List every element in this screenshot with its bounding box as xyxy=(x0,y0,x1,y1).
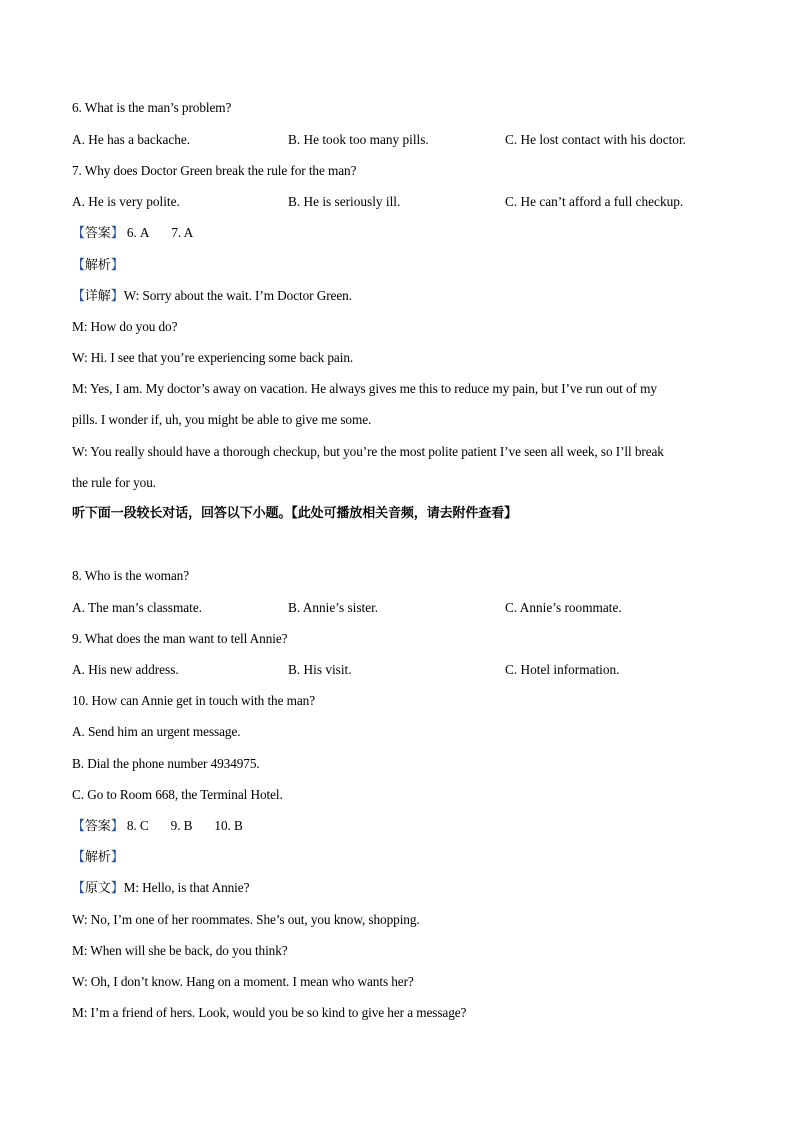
option-10c: C. Go to Room 668, the Terminal Hotel. xyxy=(72,787,283,802)
analysis-label: 解析 xyxy=(84,850,111,865)
detail-line-1: M: How do you do? xyxy=(72,319,178,334)
question-10: 10. How can Annie get in touch with the man? xyxy=(72,693,316,708)
analysis-heading-2 xyxy=(72,848,124,867)
analysis-heading-1 xyxy=(72,256,124,275)
original-label: 原文 xyxy=(84,881,111,896)
detail-line-3: M: Yes, I am. My doctor’s away on vacation. He always gives me this to reduce my pain, but I’ve run out of my xyxy=(72,381,657,396)
question-9: 9. What does the man want to tell Annie? xyxy=(72,631,288,646)
original-line-1: W: No, I’m one of her roommates. She’s out, you know, shopping. xyxy=(72,912,420,927)
original-line-0 xyxy=(72,879,249,898)
option-8c: C. Annie’s roommate. xyxy=(505,600,622,615)
dialogue-text: M: Hello, is that Annie? xyxy=(123,880,250,895)
option-9b: B. His visit. xyxy=(288,662,352,677)
option-9a: A. His new address. xyxy=(72,662,179,677)
question-8: 8. Who is the woman? xyxy=(72,568,190,583)
answer-block-1 xyxy=(72,224,193,243)
bracket-open: 【 xyxy=(72,226,85,241)
bracket-open: 【 xyxy=(72,258,85,273)
detail-line-6: the rule for you. xyxy=(72,475,156,490)
bracket-close: 】 xyxy=(110,289,124,304)
original-line-4: M: I’m a friend of hers. Look, would you be so kind to give her a message? xyxy=(72,1005,467,1020)
detail-line-0 xyxy=(72,287,352,306)
bracket-close: 】 xyxy=(110,881,124,896)
option-10a: A. Send him an urgent message. xyxy=(72,724,241,739)
listening-instruction: 听下面一段较长对话，回答以下小题。【此处可播放相关音频，请去附件查看】 xyxy=(72,506,518,521)
option-8b: B. Annie’s sister. xyxy=(288,600,379,615)
option-6c: C. He lost contact with his doctor. xyxy=(505,132,686,147)
analysis-label: 解析 xyxy=(84,258,111,273)
option-7c: C. He can’t afford a full checkup. xyxy=(505,194,684,209)
option-8a: A. The man’s classmate. xyxy=(72,600,203,615)
bracket-close: 】 xyxy=(110,226,124,241)
detail-line-4: pills. I wonder if, uh, you might be able to give me some. xyxy=(72,412,372,427)
question-7: 7. Why does Doctor Green break the rule for the man? xyxy=(72,163,357,178)
bracket-close: 】 xyxy=(110,850,124,865)
original-line-3: W: Oh, I don’t know. Hang on a moment. I mean who wants her? xyxy=(72,974,414,989)
option-6a: A. He has a backache. xyxy=(72,132,191,147)
option-10b: B. Dial the phone number 4934975. xyxy=(72,756,260,771)
option-6b: B. He took too many pills. xyxy=(288,132,429,147)
detail-line-5: W: You really should have a thorough checkup, but you’re the most polite patient I’ve seen all week, so I’ll break xyxy=(72,444,664,459)
answer-8: 8. C xyxy=(126,818,149,833)
bracket-close: 】 xyxy=(110,819,124,834)
question-6-options xyxy=(72,131,772,149)
answer-block-2 xyxy=(72,817,243,836)
answer-6: 6. A xyxy=(126,225,150,240)
option-7b: B. He is seriously ill. xyxy=(288,194,401,209)
question-8-options xyxy=(72,599,772,617)
option-7a: A. He is very polite. xyxy=(72,194,180,209)
answer-7: 7. A xyxy=(171,225,194,240)
question-6: 6. What is the man’s problem? xyxy=(72,100,232,115)
bracket-open: 【 xyxy=(72,850,85,865)
bracket-open: 【 xyxy=(72,289,85,304)
answer-9: 9. B xyxy=(170,818,193,833)
detail-label: 详解 xyxy=(84,289,111,304)
answer-label: 答案 xyxy=(84,819,111,834)
answer-label: 答案 xyxy=(84,226,111,241)
answer-10: 10. B xyxy=(214,818,243,833)
bracket-open: 【 xyxy=(72,819,85,834)
bracket-open: 【 xyxy=(72,881,85,896)
original-line-2: M: When will she be back, do you think? xyxy=(72,943,288,958)
dialogue-text: W: Sorry about the wait. I’m Doctor Green. xyxy=(123,288,352,303)
question-7-options xyxy=(72,193,772,211)
detail-line-2: W: Hi. I see that you’re experiencing some back pain. xyxy=(72,350,354,365)
bracket-close: 】 xyxy=(110,258,124,273)
question-9-options xyxy=(72,661,772,679)
option-9c: C. Hotel information. xyxy=(505,662,620,677)
